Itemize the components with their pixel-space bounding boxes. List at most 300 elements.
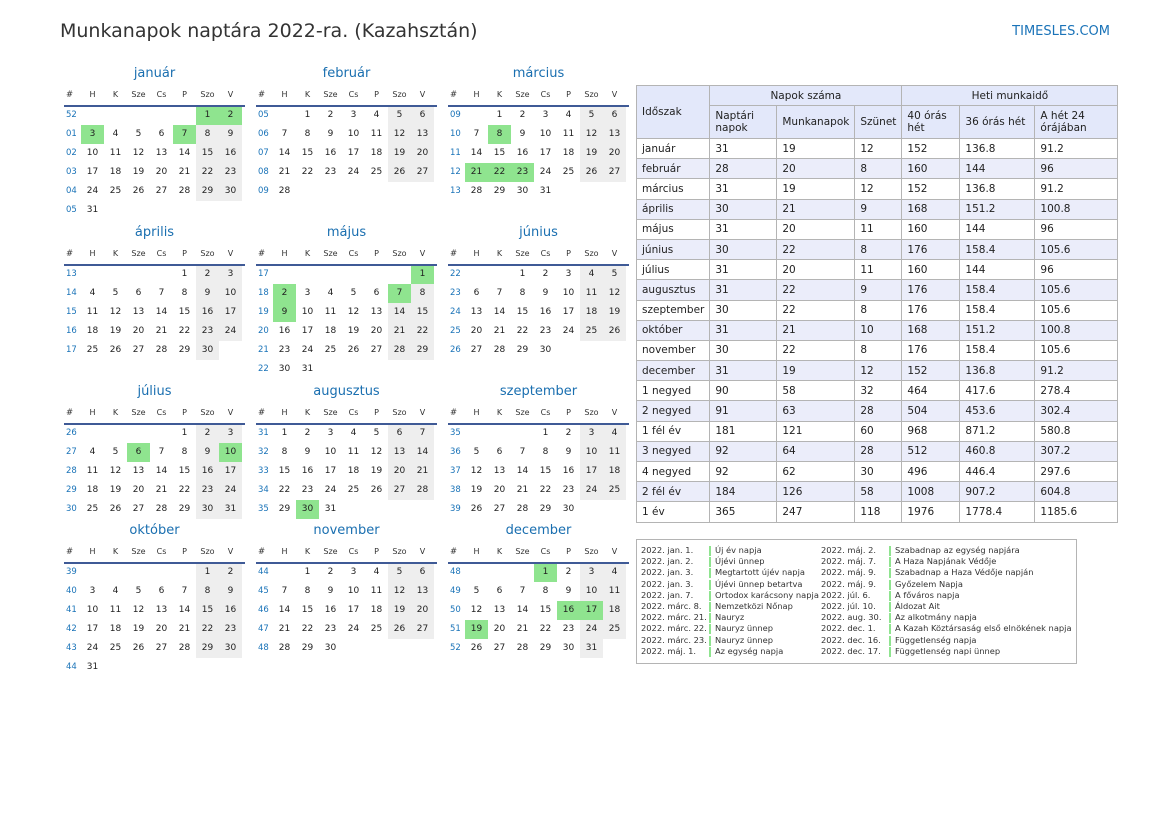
day-cell: 1	[181, 269, 188, 279]
value-cell: 11	[855, 219, 902, 239]
week-number-header: #	[258, 249, 266, 259]
empty-day-cell	[465, 106, 488, 125]
week-number: 29	[66, 485, 77, 495]
day-cell: 12	[580, 125, 603, 144]
weekday-header: K	[496, 547, 503, 556]
day-cell: 31	[539, 186, 552, 196]
day-cell: 16	[278, 326, 291, 336]
weekday-header: V	[419, 249, 426, 258]
holiday-day-cell: 19	[465, 620, 488, 639]
weekday-header: Szo	[392, 408, 407, 417]
weekday-header: K	[112, 408, 119, 417]
week-number: 15	[66, 307, 77, 317]
holiday-entry	[821, 545, 1072, 556]
holiday-name: Ortodox karácsony napja	[715, 589, 819, 600]
week-number: 10	[450, 129, 461, 139]
value-cell: 168	[902, 199, 960, 219]
day-cell: 22	[196, 620, 219, 639]
value-cell: 31	[710, 139, 777, 159]
value-cell: 297.6	[1035, 462, 1118, 482]
day-cell: 17	[86, 167, 99, 177]
day-cell: 4	[327, 288, 334, 298]
week-number: 44	[258, 567, 269, 577]
weekday-header: K	[112, 249, 119, 258]
holiday-day-cell: 8	[488, 125, 511, 144]
day-cell: 31	[580, 639, 603, 658]
day-cell: 24	[219, 481, 242, 500]
week-number-header: #	[258, 408, 266, 418]
empty-day-cell	[196, 201, 219, 220]
day-cell: 11	[109, 148, 122, 158]
site-link[interactable]: TIMESLES.COM	[1012, 24, 1110, 39]
day-cell: 23	[278, 345, 291, 355]
day-cell: 20	[370, 326, 383, 336]
week-number: 17	[66, 345, 77, 355]
day-cell: 14	[278, 148, 291, 158]
holiday-entry	[821, 556, 1072, 567]
weekday-header: H	[281, 90, 288, 99]
day-cell: 4	[89, 288, 96, 298]
value-cell: 22	[777, 300, 855, 320]
day-cell: 18	[86, 485, 99, 495]
period-cell: szeptember	[637, 300, 710, 320]
day-cell: 21	[155, 326, 168, 336]
week-number-header: #	[258, 90, 266, 100]
table-row	[637, 159, 1118, 179]
day-cell: 31	[301, 364, 314, 374]
period-cell: 1 fél év	[637, 421, 710, 441]
day-cell: 12	[109, 307, 122, 317]
day-cell: 18	[603, 462, 626, 481]
day-cell: 15	[411, 303, 434, 322]
holiday-entry	[641, 646, 819, 657]
day-cell: 27	[603, 163, 626, 182]
month-calendar	[448, 225, 629, 360]
day-cell: 20	[411, 144, 434, 163]
day-cell: 15	[196, 144, 219, 163]
day-cell: 23	[219, 620, 242, 639]
week-number: 09	[258, 186, 269, 196]
week-number: 27	[66, 447, 77, 457]
table-row	[637, 381, 1118, 401]
weekday-header: Sze	[515, 90, 530, 99]
holiday-marker	[889, 602, 891, 612]
empty-day-cell	[603, 639, 626, 658]
day-cell: 28	[493, 345, 506, 355]
table-row	[637, 361, 1118, 381]
day-cell: 19	[347, 326, 360, 336]
week-number: 34	[258, 485, 269, 495]
weekday-header: V	[611, 408, 618, 417]
month-grid	[448, 545, 629, 658]
holiday-day-cell: 7	[173, 125, 196, 144]
weekday-header: P	[374, 547, 379, 556]
value-cell: 302.4	[1035, 401, 1118, 421]
value-cell: 278.4	[1035, 381, 1118, 401]
day-cell: 28	[516, 504, 529, 514]
weekday-header: Szo	[200, 547, 215, 556]
week-number: 28	[66, 466, 77, 476]
empty-day-cell	[342, 265, 365, 284]
value-cell: 247	[777, 502, 855, 522]
week-number: 05	[66, 205, 77, 215]
day-cell: 3	[350, 110, 357, 120]
day-cell: 10	[324, 447, 337, 457]
empty-day-cell	[81, 424, 104, 443]
weekday-header: P	[374, 408, 379, 417]
holiday-entry	[821, 646, 1072, 657]
day-cell: 9	[196, 284, 219, 303]
week-number: 43	[66, 643, 77, 653]
holiday-marker	[709, 557, 711, 567]
week-number: 17	[258, 269, 269, 279]
value-cell: 31	[710, 219, 777, 239]
table-row	[637, 199, 1118, 219]
table-row	[637, 482, 1118, 502]
day-cell: 21	[516, 624, 529, 634]
day-cell: 31	[86, 662, 99, 672]
day-cell: 11	[324, 307, 337, 317]
month-grid	[448, 247, 629, 360]
holiday-marker	[709, 647, 711, 657]
week-number-header: #	[66, 547, 74, 557]
value-cell: 580.8	[1035, 421, 1118, 441]
day-cell: 26	[388, 163, 411, 182]
day-cell: 14	[178, 605, 191, 615]
day-cell: 22	[516, 326, 529, 336]
holiday-marker	[889, 546, 891, 556]
day-cell: 12	[603, 284, 626, 303]
day-cell: 13	[388, 443, 411, 462]
day-cell: 14	[155, 466, 168, 476]
day-cell: 26	[470, 504, 483, 514]
value-cell: 176	[902, 280, 960, 300]
day-cell: 24	[347, 167, 360, 177]
holiday-marker	[709, 624, 711, 634]
day-cell: 6	[388, 424, 411, 443]
empty-day-cell	[173, 106, 196, 125]
day-cell: 10	[539, 129, 552, 139]
weekday-header: Szo	[200, 408, 215, 417]
weekday-header: Cs	[348, 547, 359, 556]
day-cell: 16	[196, 303, 219, 322]
day-cell: 2	[196, 265, 219, 284]
day-cell: 29	[178, 504, 191, 514]
weekday-header: Sze	[131, 547, 146, 556]
day-cell: 3	[580, 424, 603, 443]
day-cell: 19	[388, 601, 411, 620]
value-cell: 460.8	[960, 441, 1035, 461]
weekday-header: Cs	[348, 408, 359, 417]
empty-day-cell	[127, 563, 150, 582]
day-cell: 21	[278, 624, 291, 634]
day-cell: 26	[109, 504, 122, 514]
day-cell: 17	[86, 624, 99, 634]
holiday-day-cell: 2	[219, 106, 242, 125]
weekday-header: Cs	[156, 90, 167, 99]
empty-day-cell	[319, 182, 342, 201]
empty-day-cell	[296, 265, 319, 284]
empty-day-cell	[81, 563, 104, 582]
day-cell: 14	[516, 605, 529, 615]
weekday-header: H	[89, 90, 96, 99]
holiday-name: A Kazah Köztársaság első elnökének napja	[895, 623, 1072, 634]
day-cell: 25	[86, 504, 99, 514]
week-number: 33	[258, 466, 269, 476]
value-cell: 160	[902, 159, 960, 179]
day-cell: 3	[350, 567, 357, 577]
weekday-header: K	[496, 249, 503, 258]
value-cell: 11	[855, 260, 902, 280]
holiday-marker	[709, 591, 711, 601]
day-cell: 15	[178, 466, 191, 476]
day-cell: 8	[181, 288, 188, 298]
day-cell: 7	[158, 288, 165, 298]
day-cell: 15	[539, 466, 552, 476]
day-cell: 11	[370, 586, 383, 596]
week-number: 04	[66, 186, 77, 196]
day-cell: 27	[155, 643, 168, 653]
empty-day-cell	[465, 563, 488, 582]
day-cell: 18	[109, 167, 122, 177]
holiday-date: 2022. jan. 1.	[641, 545, 694, 555]
day-cell: 14	[493, 307, 506, 317]
holiday-name: Az alkotmány napja	[895, 612, 977, 623]
day-cell: 28	[516, 643, 529, 653]
holiday-date: 2022. dec. 17.	[821, 645, 881, 656]
day-cell: 29	[411, 341, 434, 360]
weekday-header: P	[374, 249, 379, 258]
empty-day-cell	[580, 182, 603, 201]
day-cell: 14	[516, 466, 529, 476]
period-cell: március	[637, 179, 710, 199]
week-number-header: #	[450, 547, 458, 557]
day-cell: 14	[388, 303, 411, 322]
empty-day-cell	[127, 658, 150, 677]
value-cell: 105.6	[1035, 340, 1118, 360]
day-cell: 18	[347, 466, 360, 476]
period-cell: október	[637, 320, 710, 340]
day-cell: 31	[324, 504, 337, 514]
period-cell: december	[637, 361, 710, 381]
empty-day-cell	[196, 658, 219, 677]
value-cell: 512	[902, 441, 960, 461]
weekday-header: Szo	[200, 249, 215, 258]
hours-group-header: Heti munkaidő	[902, 86, 1118, 106]
day-cell: 25	[562, 167, 575, 177]
empty-day-cell	[580, 341, 603, 360]
holiday-date: 2022. márc. 23.	[641, 634, 707, 645]
weekday-header: V	[227, 408, 234, 417]
day-cell: 12	[109, 466, 122, 476]
day-cell: 2	[542, 269, 549, 279]
day-cell: 18	[562, 148, 575, 158]
day-cell: 6	[135, 288, 142, 298]
empty-day-cell	[342, 360, 365, 379]
value-cell: 365	[710, 502, 777, 522]
day-cell: 27	[411, 163, 434, 182]
holiday-name: Áldozat Ait	[895, 600, 940, 611]
week-number: 52	[66, 110, 77, 120]
day-cell: 6	[496, 447, 503, 457]
day-cell: 7	[496, 288, 503, 298]
holiday-day-cell: 1	[196, 106, 219, 125]
day-cell: 8	[542, 586, 549, 596]
value-cell: 136.8	[960, 179, 1035, 199]
holiday-day-cell: 6	[127, 443, 150, 462]
table-row	[637, 462, 1118, 482]
day-cell: 29	[196, 639, 219, 658]
value-cell: 160	[902, 219, 960, 239]
weekday-header: Sze	[131, 408, 146, 417]
day-cell: 12	[388, 582, 411, 601]
day-cell: 9	[327, 129, 334, 139]
value-cell: 152	[902, 361, 960, 381]
value-cell: 158.4	[960, 340, 1035, 360]
empty-day-cell	[150, 563, 173, 582]
weekday-header: V	[227, 547, 234, 556]
holiday-date: 2022. dec. 16.	[821, 634, 881, 645]
value-cell: 151.2	[960, 320, 1035, 340]
weekday-header: Szo	[392, 90, 407, 99]
holiday-name: Függetlenség napja	[895, 634, 977, 645]
day-cell: 4	[580, 265, 603, 284]
value-cell: 22	[777, 340, 855, 360]
value-cell: 8	[855, 239, 902, 259]
holiday-marker	[709, 602, 711, 612]
value-cell: 12	[855, 139, 902, 159]
day-cell: 10	[347, 129, 360, 139]
month-name: szeptember	[499, 384, 578, 399]
value-cell: 144	[960, 219, 1035, 239]
day-cell: 27	[132, 504, 145, 514]
value-cell: 92	[710, 441, 777, 461]
holiday-date: 2022. márc. 22.	[641, 623, 707, 634]
day-cell: 20	[155, 167, 168, 177]
month-calendar	[256, 523, 437, 658]
value-cell: 60	[855, 421, 902, 441]
day-cell: 2	[219, 563, 242, 582]
holiday-day-cell: 21	[465, 163, 488, 182]
holiday-date: 2022. márc. 21.	[641, 612, 707, 623]
value-cell: 90	[710, 381, 777, 401]
table-row	[637, 139, 1118, 159]
weekday-header: Szo	[392, 547, 407, 556]
day-cell: 30	[196, 500, 219, 519]
day-cell: 13	[370, 307, 383, 317]
week-number: 35	[450, 428, 461, 438]
day-cell: 28	[155, 345, 168, 355]
table-row	[637, 280, 1118, 300]
empty-day-cell	[319, 265, 342, 284]
holiday-column-2	[821, 545, 1072, 657]
day-cell: 20	[132, 485, 145, 495]
day-cell: 11	[370, 129, 383, 139]
empty-day-cell	[557, 341, 580, 360]
holiday-entry	[641, 612, 819, 623]
holiday-marker	[709, 613, 711, 623]
day-cell: 7	[281, 586, 288, 596]
holiday-day-cell: 7	[388, 284, 411, 303]
day-cell: 16	[539, 307, 552, 317]
week-number: 05	[258, 110, 269, 120]
week-number: 20	[258, 326, 269, 336]
table-row	[637, 421, 1118, 441]
weekday-header: P	[566, 408, 571, 417]
weekday-header: P	[374, 90, 379, 99]
weekday-header: K	[304, 408, 311, 417]
value-cell: 63	[777, 401, 855, 421]
day-cell: 13	[155, 605, 168, 615]
holiday-marker	[889, 568, 891, 578]
value-cell: 126	[777, 482, 855, 502]
period-cell: május	[637, 219, 710, 239]
value-cell: 8	[855, 340, 902, 360]
holiday-date: 2022. máj. 1.	[641, 645, 697, 656]
week-number: 26	[66, 428, 77, 438]
day-cell: 25	[370, 624, 383, 634]
weekday-header: Sze	[515, 249, 530, 258]
holiday-day-cell: 23	[511, 163, 534, 182]
day-cell: 7	[473, 129, 480, 139]
day-cell: 6	[411, 563, 434, 582]
day-cell: 5	[112, 447, 119, 457]
empty-day-cell	[365, 500, 388, 519]
day-cell: 26	[347, 345, 360, 355]
week-number-header: #	[66, 408, 74, 418]
day-cell: 21	[178, 624, 191, 634]
empty-day-cell	[388, 265, 411, 284]
week-number: 24	[450, 307, 461, 317]
day-cell: 9	[219, 582, 242, 601]
holiday-day-cell: 16	[557, 601, 580, 620]
value-cell: 30	[710, 199, 777, 219]
weekday-header: H	[89, 249, 96, 258]
day-cell: 9	[304, 447, 311, 457]
day-cell: 15	[301, 148, 314, 158]
day-cell: 6	[373, 288, 380, 298]
empty-day-cell	[365, 360, 388, 379]
month-grid	[256, 406, 437, 519]
day-cell: 5	[373, 428, 380, 438]
holidays-header: Szünet	[855, 106, 902, 139]
day-cell: 10	[301, 307, 314, 317]
holiday-entry	[821, 635, 1072, 646]
day-cell: 28	[388, 341, 411, 360]
day-cell: 13	[132, 307, 145, 317]
day-cell: 24	[580, 481, 603, 500]
weekday-header: Sze	[323, 408, 338, 417]
working-days-table	[636, 85, 1118, 523]
value-cell: 96	[1035, 219, 1118, 239]
empty-day-cell	[465, 265, 488, 284]
day-cell: 5	[135, 586, 142, 596]
week-number: 19	[258, 307, 269, 317]
day-cell: 25	[580, 322, 603, 341]
empty-day-cell	[411, 639, 434, 658]
day-cell: 7	[158, 447, 165, 457]
empty-day-cell	[150, 265, 173, 284]
month-grid	[64, 406, 245, 519]
week-number: 46	[258, 605, 269, 615]
day-cell: 8	[542, 447, 549, 457]
empty-day-cell	[411, 360, 434, 379]
value-cell: 1778.4	[960, 502, 1035, 522]
month-grid	[64, 545, 245, 677]
empty-day-cell	[150, 106, 173, 125]
period-cell: július	[637, 260, 710, 280]
week-number: 25	[450, 326, 461, 336]
